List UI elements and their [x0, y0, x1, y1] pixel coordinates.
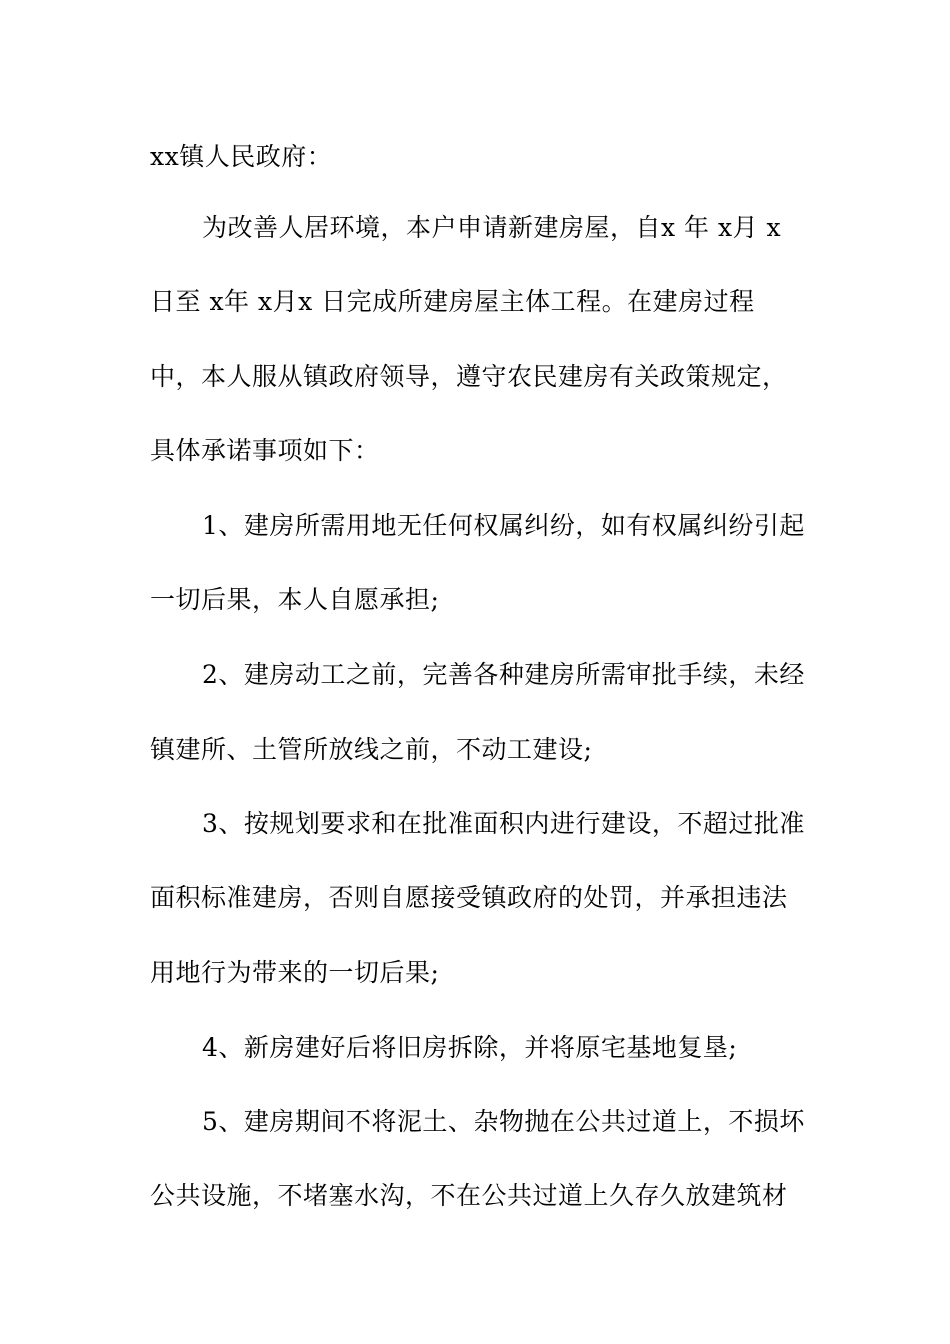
list-item-line: 3、按规划要求和在批准面积内进行建设，不超过批准	[202, 809, 805, 838]
salutation: xx镇人民政府：	[150, 142, 333, 171]
list-item-line: 4、新房建好后将旧房拆除，并将原宅基地复垦;	[202, 1033, 738, 1062]
paragraph-line: 为改善人居环境，本户申请新建房屋，自x 年 x月 x	[202, 213, 782, 242]
list-item-line: 面积标准建房，否则自愿接受镇政府的处罚，并承担违法	[150, 883, 788, 912]
paragraph-line: 日至 x年 x月x 日完成所建房屋主体工程。在建房过程	[150, 287, 755, 316]
paragraph-line: 中，本人服从镇政府领导，遵守农民建房有关政策规定，	[150, 362, 788, 391]
list-item-line: 2、建房动工之前，完善各种建房所需审批手续，未经	[202, 660, 805, 689]
list-item-line: 用地行为带来的一切后果;	[150, 958, 440, 987]
paragraph-line: 具体承诺事项如下：	[150, 436, 380, 465]
list-item-line: 5、建房期间不将泥土、杂物抛在公共过道上，不损坏	[202, 1107, 805, 1136]
list-item-line: 镇建所、土管所放线之前，不动工建设;	[150, 735, 593, 764]
list-item-line: 1、建房所需用地无任何权属纠纷，如有权属纠纷引起	[202, 511, 805, 540]
list-item-line: 公共设施，不堵塞水沟，不在公共过道上久存久放建筑材	[150, 1181, 788, 1210]
list-item-line: 一切后果，本人自愿承担;	[150, 585, 440, 614]
